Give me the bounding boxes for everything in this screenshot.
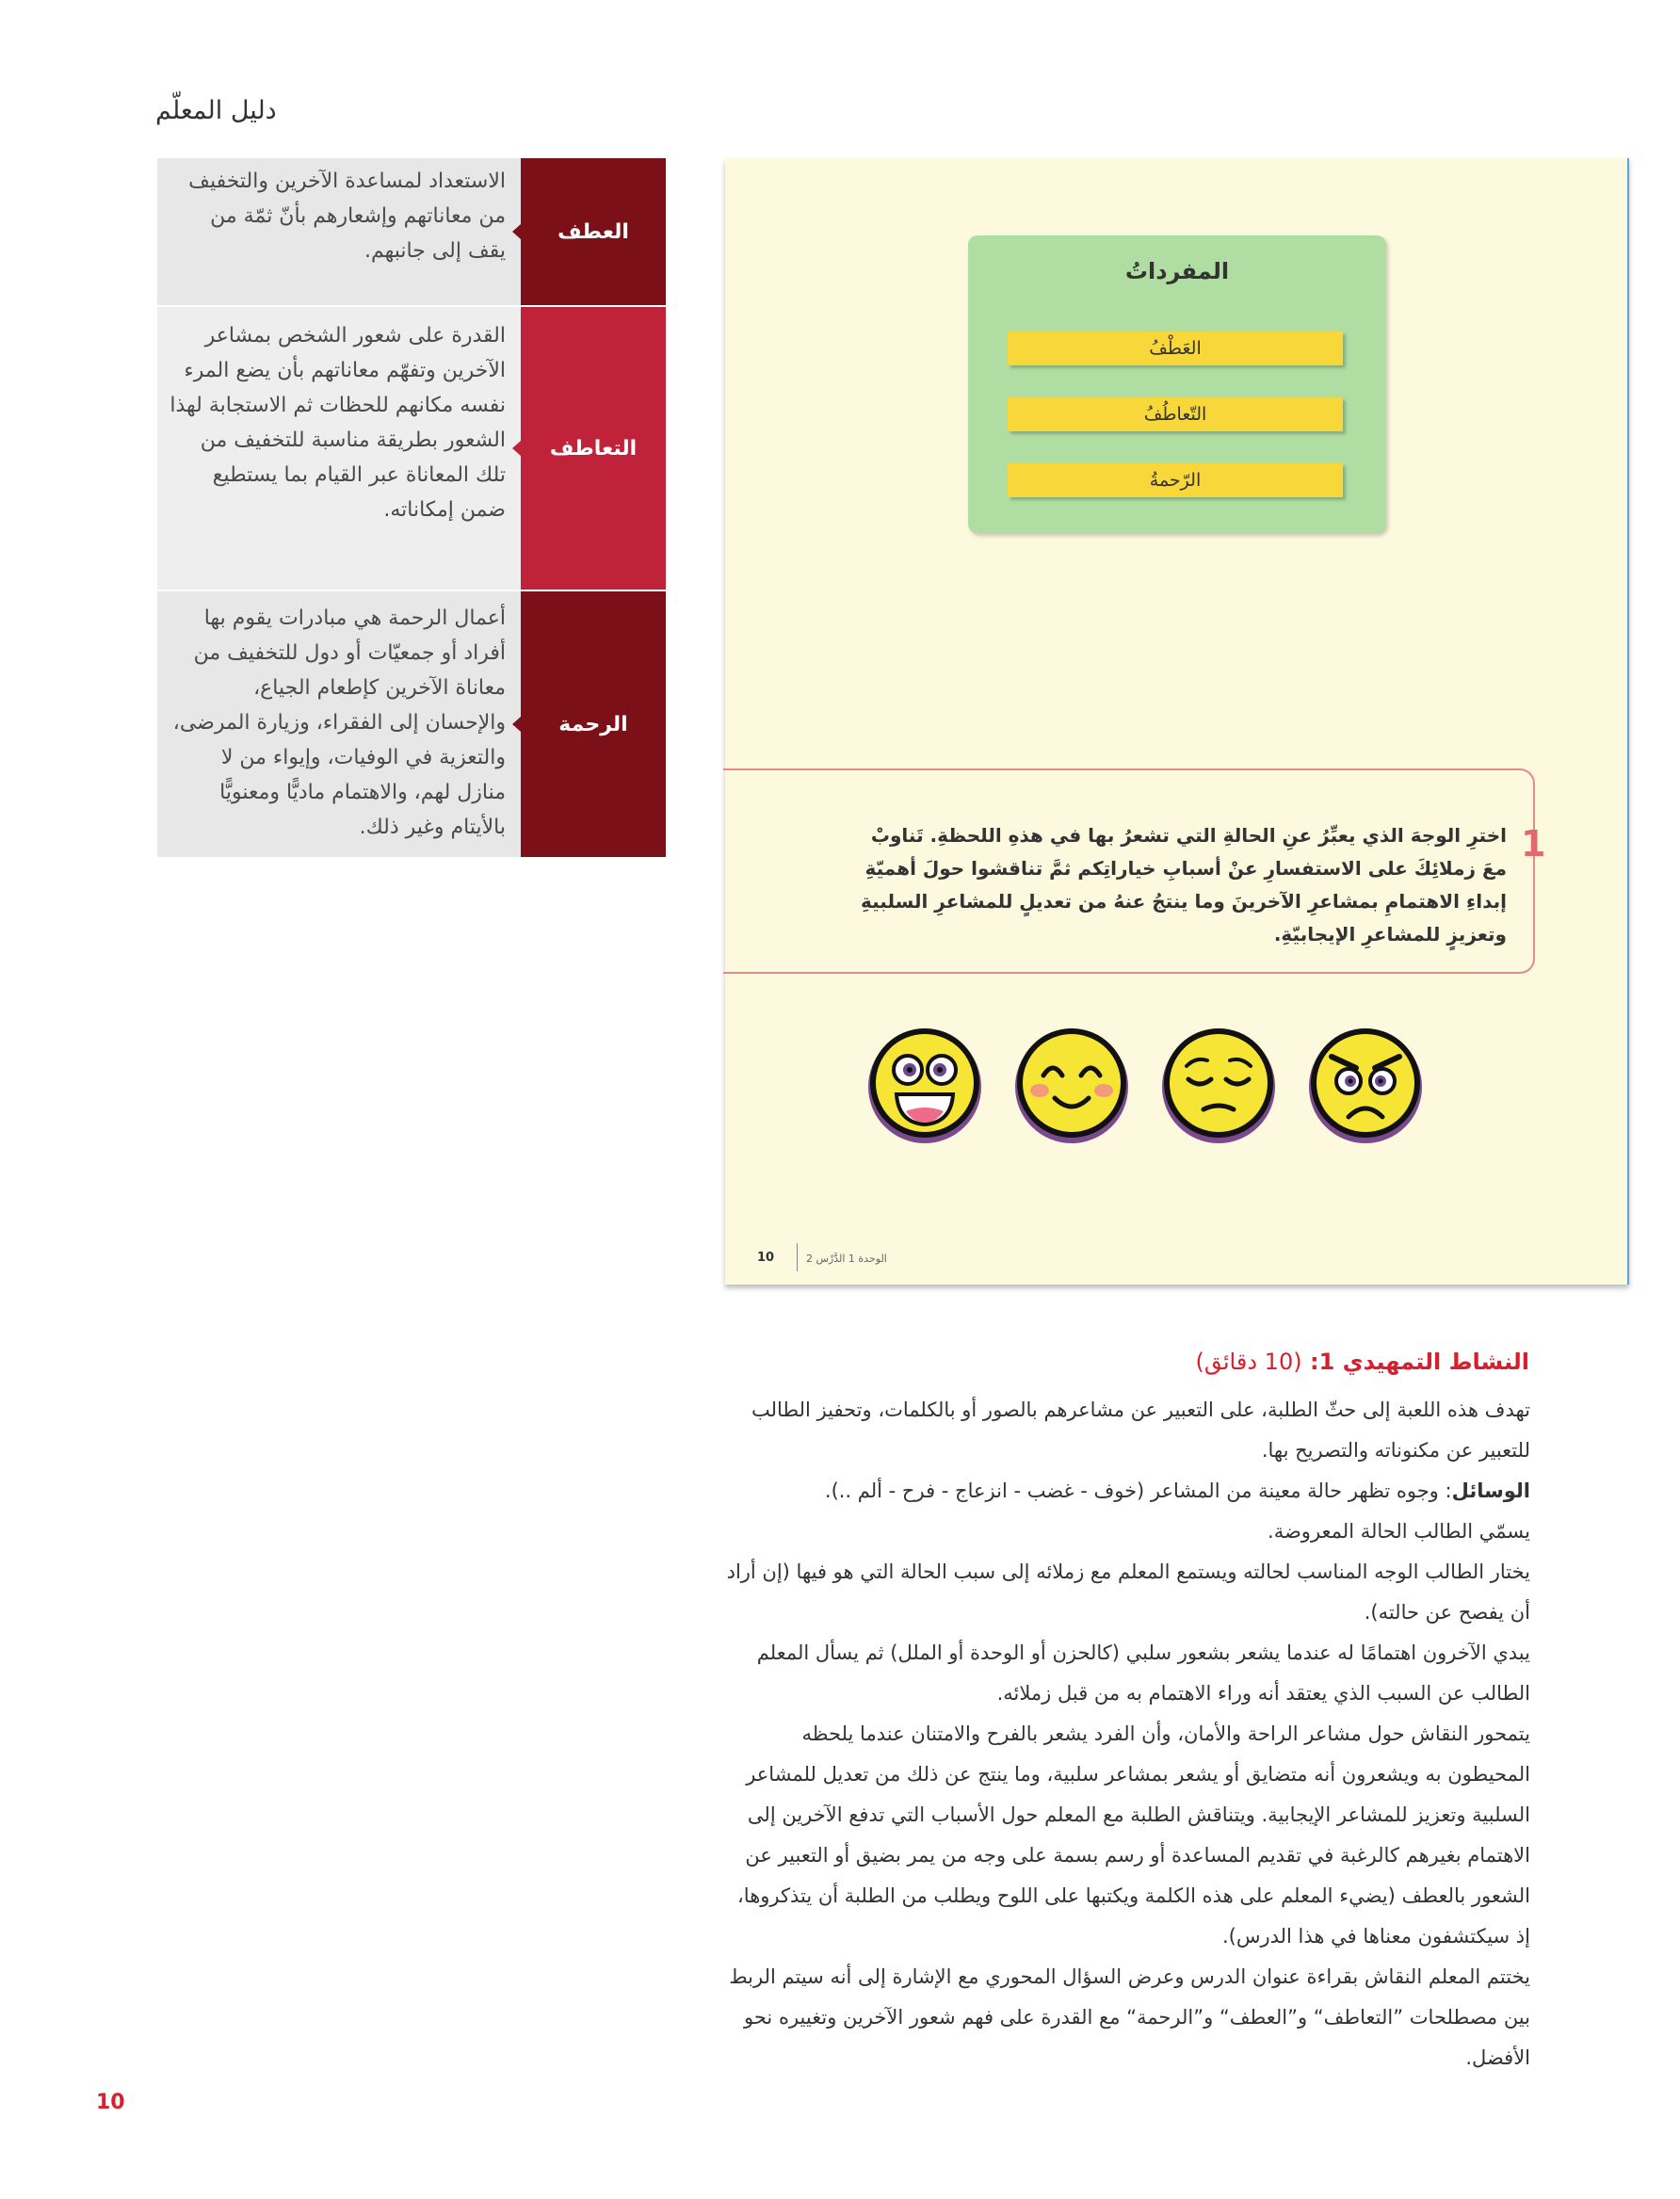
sad-face-icon[interactable] [1158, 1025, 1279, 1145]
glossary-term-label: الرحمة [558, 712, 628, 736]
lesson-label: الوحدة 1 الدَّرْس 2 [806, 1253, 887, 1265]
activity-heading-label: النشاط التمهيدي 1: [1309, 1349, 1529, 1375]
page-number: 10 [96, 2091, 125, 2114]
activity-step: يختار الطالب الوجه المناسب لحالته ويستمع المعلم مع زملائه إلى سبب الحالة التي هو فيها (إن أراد أن يفصح عن حالته). [726, 1560, 1530, 1624]
vocabulary-title: المفرداتُ [1124, 258, 1230, 284]
glossary-definition: الاستعداد لمساعدة الآخرين والتخفيف من معاناتهم وإشعارهم بأنّ ثمّة من يقف إلى جانبهم. [157, 158, 521, 305]
vocabulary-box [968, 235, 1386, 533]
glossary-term [521, 307, 666, 590]
glossary-row [157, 307, 666, 590]
book-page-number: 10 [757, 1251, 775, 1265]
student-book-page [725, 158, 1629, 1285]
glossary-term [521, 591, 666, 857]
materials-label: الوسائل [1451, 1479, 1530, 1502]
activity-number: 1 [1521, 823, 1546, 865]
activity-duration: (10 دقائق) [1195, 1349, 1302, 1375]
activity-body [725, 1390, 1530, 2078]
guide-title: دليل المعلّم [155, 96, 277, 125]
vocabulary-item: الرّحمةُ [1008, 463, 1343, 497]
vocabulary-item: التّعاطُفُ [1008, 397, 1343, 431]
activity-step: يسمّي الطالب الحالة المعروضة. [1268, 1520, 1530, 1543]
activity-step: يبدي الآخرون اهتمامًا له عندما يشعر بشعور سلبي (كالحزن أو الوحدة أو الملل) ثم يسأل المعلم الطالب عن السبب الذي يعتقد أنه وراء الاهتمام به من قبل زملائه. [756, 1641, 1530, 1705]
glossary-term-label: التعاطف [549, 436, 638, 461]
pointer-icon [512, 441, 521, 456]
vocabulary-item: العَطْفُ [1008, 331, 1343, 365]
pointer-icon [512, 224, 521, 239]
activity-step: يختتم المعلم النقاش بقراءة عنوان الدرس وعرض السؤال المحوري مع الإشارة إلى أنه سيتم الربط بين مصطلحات ”التعاطف“ و”العطف“ و”الرحمة“ مع القدرة على فهم شعور الآخرين وتغييره نحو الأفضل. [729, 1965, 1530, 2069]
glossary-row [157, 591, 666, 857]
footer-divider [797, 1243, 798, 1271]
glossary-row [157, 158, 666, 305]
pointer-icon [512, 717, 521, 732]
glossary-term [521, 158, 666, 305]
smiling-face-icon[interactable] [1011, 1025, 1132, 1145]
materials-text: : وجوه تظهر حالة معينة من المشاعر (خوف - غضب - انزعاج - فرح - ألم ..). [824, 1479, 1452, 1502]
activity-step: يتمحور النقاش حول مشاعر الراحة والأمان، وأن الفرد يشعر بالفرح والامتنان عندما يلحظه المحيطون به ويشعرون أنه متضايق أو يشعر بمشاعر سلبية، وما ينتج عن ذلك من تعديل للمشاعر السلبية وتعزيز للمشاعر الإيجابية. ويتناقش الطلبة مع المعلم حول الأسباب التي تدفع الآخرين إلى الاهتمام بغيرهم كالرغبة في تقديم المساعدة أو رسم بسمة على وجه من يمر بضيق أو التعبير عن الشعور بالعطف (يضيء المعلم على هذه الكلمة ويكتبها على اللوح ويطلب من الطلبة أن يتذكروها، إذ سيكتشفون معناها في هذا الدرس). [737, 1722, 1530, 1948]
glossary-definition: القدرة على شعور الشخص بمشاعر الآخرين وتفهّم معاناتهم بأن يضع المرء نفسه مكانهم للحظات ثم الاستجابة لهذا الشعور بطريقة مناسبة للتخفيف من تلك المعاناة عبر القيام بما يستطيع ضمن إمكاناته. [157, 307, 521, 590]
activity-intro: تهدف هذه اللعبة إلى حثّ الطلبة، على التعبير عن مشاعرهم بالصور أو بالكلمات، وتحفيز الطالب للتعبير عن مكنوناته والتصريح بها. [751, 1399, 1530, 1462]
glossary-term-label: العطف [557, 219, 629, 244]
angry-face-icon[interactable] [1305, 1025, 1426, 1145]
glossary-definition: أعمال الرحمة هي مبادرات يقوم بها أفراد أو جمعيّات أو دول للتخفيف من معاناة الآخرين كإطعام الجياع، والإحسان إلى الفقراء، وزيارة المرضى، والتعزية في الوفيات، وإيواء من لا منازل لهم، والاهتمام ماديًّا ومعنويًّا بالأيتام وغير ذلك. [157, 591, 521, 857]
laughing-face-icon[interactable] [864, 1025, 985, 1145]
activity-instructions: اخترِ الوجهَ الذي يعبِّرُ عنِ الحالةِ التي تشعرُ بها في هذهِ اللحظةِ. تَناوبْ معَ زملائِكَ على الاستفسارِ عنْ أسبابِ خياراتِكم ثمَّ تناقشوا حولَ أهميّةِ إبداءِ الاهتمامِ بمشاعرِ الآخرينَ وما ينتجُ عنهُ من تعديلٍ للمشاعرِ السلبيةِ وتعزيزٍ للمشاعرِ الإيجابيّةِ. [861, 824, 1507, 946]
materials-line [725, 1471, 1530, 1512]
activity-heading [1196, 1349, 1530, 1375]
